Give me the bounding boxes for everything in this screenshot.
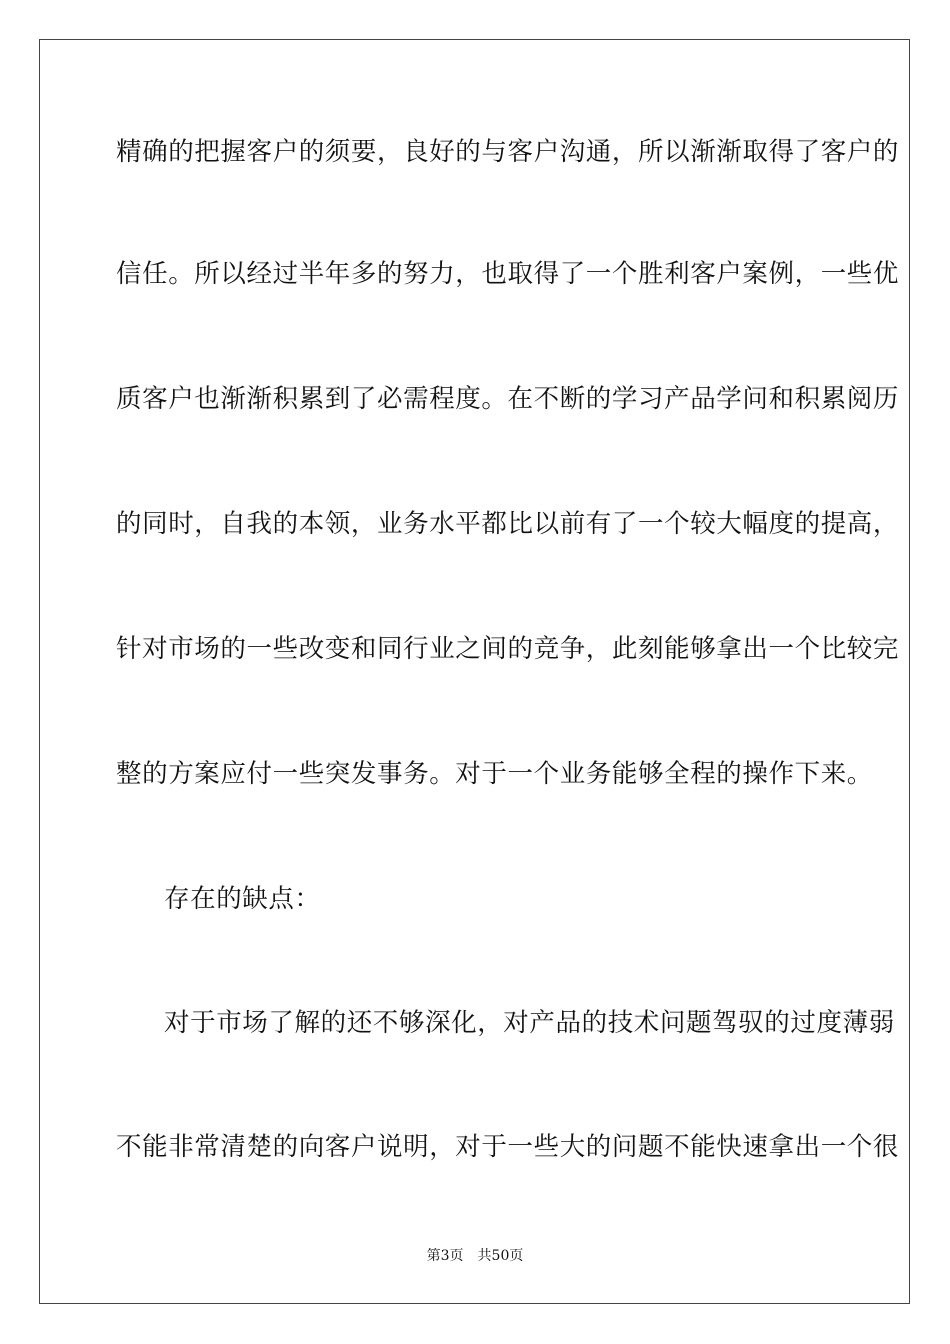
body-text-line: 对于市场了解的还不够深化，对产品的技术问题驾驭的过度薄弱: [164, 1008, 895, 1038]
body-text-line: 精确的把握客户的须要，良好的与客户沟通，所以渐渐取得了客户的: [116, 137, 900, 167]
page-number: 第3页: [426, 1248, 464, 1264]
body-text-line: 信任。所以经过半年多的努力，也取得了一个胜利客户案例，一些优: [116, 259, 900, 289]
body-text-line: 针对市场的一些改变和同行业之间的竞争，此刻能够拿出一个比较完: [116, 634, 900, 664]
page-total: 共50页: [477, 1248, 524, 1264]
body-text-line: 质客户也渐渐积累到了必需程度。在不断的学习产品学问和积累阅历: [116, 384, 900, 414]
section-heading: 存在的缺点：: [164, 884, 321, 914]
page-footer: [0, 1247, 950, 1265]
body-text-line: 不能非常清楚的向客户说明，对于一些大的问题不能快速拿出一个很: [116, 1132, 900, 1162]
body-text-line: 整的方案应付一些突发事务。对于一个业务能够全程的操作下来。: [116, 759, 873, 789]
page-border: [39, 39, 910, 1304]
body-text-line: 的同时，自我的本领，业务水平都比以前有了一个较大幅度的提高，: [116, 509, 900, 539]
